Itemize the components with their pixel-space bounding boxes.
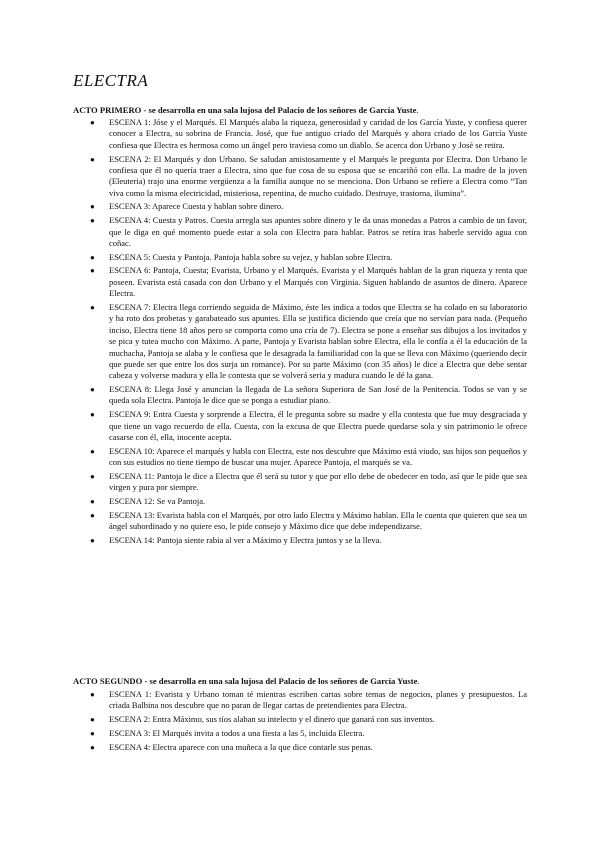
act-2-heading [73,676,533,687]
bullet-icon: ● [90,216,95,226]
bullet-icon: ● [90,715,95,725]
bullet-icon: ● [90,496,95,506]
scene-item [73,742,527,753]
bullet-icon: ● [90,410,95,420]
scene-text: ESCENA 7: Electra llega corriendo seguida de Máximo, éste les indica a todos que Electra se ha colado en su laboratorio y ha roto dos probetas y garabateado sus apuntes. Ella se justifica diciendo que creía que no servían para nada. (Pequeño inciso, Electra tiene 18 años pero se comporta como una cría de 7). Electra se pone a enseñar sus dibujos a los invitados y se pica y tutea mucho con Máximo. A parte, Pantoja y Evarista hablan sobre Electra, ella le confía a él la educación de la muchacha, Pantoja se alaba y le confiesa que le desagrada la familiaridad con la que se lleva con Máximo (queriendo decir que puede ser que entre los dos surja un romance). Por su parte Máximo (con 35 años) le dice a Electra que debe sentar cabeza y volverse madura y ella le contesta que se volverá seria y madura cuando le dé la gana. [109,301,527,381]
scene-item [73,154,527,200]
scene-text: ESCENA 4: Electra aparece con una muñeca a la que dice contarle sus penas. [109,741,373,752]
bullet-icon: ● [90,728,95,738]
bullet-icon: ● [90,690,95,699]
scene-item [73,384,527,407]
bullet-icon: ● [90,510,95,520]
scene-item [73,446,527,469]
bullet-icon: ● [90,471,95,481]
scene-text: ESCENA 8: Llega José y anuncian la llegada de La señora Superiora de San José de la Penitencia. Todos se van y se queda sola Electra. Pantoja le dice que se ponga a estudiar piano. [109,384,527,406]
scene-text: ESCENA 11: Pantoja le dice a Electra que él será su tutor y que por ello debe de obedecer en todo, así que le pide que sea virgen y pura por siempre. [109,470,527,493]
scene-text: ESCENA 1: Evarista y Urbano toman té mientras escriben cartas sobre temas de negocios, planes y presupuestos. La criada Balbina nos descubre que no paran de llegar cartas de pretendientes para Electra. [109,689,527,711]
scene-text: ESCENA 3: Aparece Cuesta y hablan sobre dinero. [109,201,284,212]
scene-text: ESCENA 13: Evarista habla con el Marqués, por otro lado Electra y Máximo hablan. Ella le cuenta que quieren que sea un ángel subordinado y no quiere eso, le pide consejo y Máximo dice que debe independizarse. [109,509,527,531]
scene-text: ESCENA 2: Entra Máximo, sus tíos alaban su intelecto y el dinero que ganará con sus inventos. [109,714,435,725]
scene-text: ESCENA 5: Cuesta y Pantoja. Pantoja habla sobre su vejez, y hablan sobre Electra. [109,251,393,262]
scene-item [73,535,527,546]
scene-item [73,471,527,494]
scene-item [73,714,527,725]
bullet-icon: ● [90,202,95,212]
bullet-icon: ● [90,154,95,164]
act-2-heading-text: ACTO SEGUNDO - se desarrolla en una sala lujosa del Palacio de los señores de García Yuste [73,676,418,686]
scene-text: ESCENA 6: Pantoja, Cuesta; Evarista, Urbano y el Marqués. Evarista y el Marqués hablan de la gran riqueza y renta que poseen. Evarista está casada con don Urbano y el Marqués con Virginia. Siguen hablando de asuntos de dinero. Aparece Electra. [109,265,527,299]
scene-text: ESCENA 3: El Marqués invita a todos a una fiesta a las 5, incluida Electra. [109,727,365,738]
bullet-icon: ● [90,446,95,456]
bullet-icon: ● [90,252,95,262]
scene-item [73,252,527,263]
bullet-icon: ● [90,385,95,395]
act-1-scene-list [73,117,527,548]
scene-item [73,496,527,507]
scene-item [73,409,527,443]
bullet-icon: ● [90,302,95,312]
bullet-icon: ● [90,118,95,127]
scene-item [73,302,527,382]
act-2-heading-period: . [417,676,420,686]
scene-text: ESCENA 4: Cuesta y Patros. Cuesta arregla sus apuntes sobre dinero y le da unas monedas a Patros a cambio de un favor, que le diga en qué momento puede estar a sola con Electra para hablar. Patros se retira tras haberle servido agua con coñac. [109,215,527,248]
scene-item [73,201,527,212]
scene-item [73,117,527,151]
bullet-icon: ● [90,742,95,752]
scene-text: ESCENA 9: Entra Cuesta y sorprende a Electra, él le pregunta sobre su madre y ella contesta que fue muy desgraciada y que tiene un vago recuerdo de ella. Cuesta, con la excusa de que Electra puede quedarse sola y sin patrimonio le ofrece casarse con él, ella, inocente acepta. [109,409,527,442]
act-1-heading-period: . [416,105,419,115]
scene-text: ESCENA 12: Se va Pantoja. [109,495,206,506]
document-title: ELECTRA [73,71,149,90]
scene-text: ESCENA 14: Pantoja siente rabia al ver a Máximo y Electra juntos y se la lleva. [109,534,382,545]
scene-item [73,728,527,739]
act-1-heading-text: ACTO PRIMERO - se desarrolla en una sala lujosa del Palacio de los señores de García Yuste [73,105,417,115]
bullet-icon: ● [90,266,95,276]
scene-item [73,510,527,533]
scene-item [73,215,527,249]
act-2-scene-list [73,689,527,755]
scene-item [73,689,527,712]
scene-item [73,265,527,299]
scene-text: ESCENA 2: El Marqués y don Urbano. Se saludan amistosamente y el Marqués le pregunta por Electra. Don Urbano le confiesa que él no quería traer a Electra, sino que fue cosa de su esposa que se encariñó con ella. La madre de la joven (Eleuteria) trajo una enorme vergüenza a la familia aunque no se menciona. Don Urbano se refiere a Electra como “Tan viva como la misma electricidad, misteriosa, repentina, de mucho cuidado. Destruye, trastorna, ilumina”. [109,153,527,198]
scene-text: ESCENA 10: Aparece el marqués y habla con Electra, este nos descubre que Máximo está viudo, sus hijos son pequeños y con sus estudios no tiene tiempo de buscar una mujer. Aparece Pantoja, el marqués se va. [109,445,527,468]
act-1-heading [73,105,533,116]
scene-text: ESCENA 1: Jóse y el Marqués. El Marqués alaba la riqueza, generosidad y caridad de los García Yuste, y confiesa querer conocer a Electra, su sobrina de Francia. José, que fue antiguo criado del Marqués y ahora criado de los García Yuste confiesa que Electra es hermosa como un ángel pero traviesa como un diablo. Se acerca don Urbano y José se retira. [109,117,527,150]
bullet-icon: ● [90,535,95,545]
